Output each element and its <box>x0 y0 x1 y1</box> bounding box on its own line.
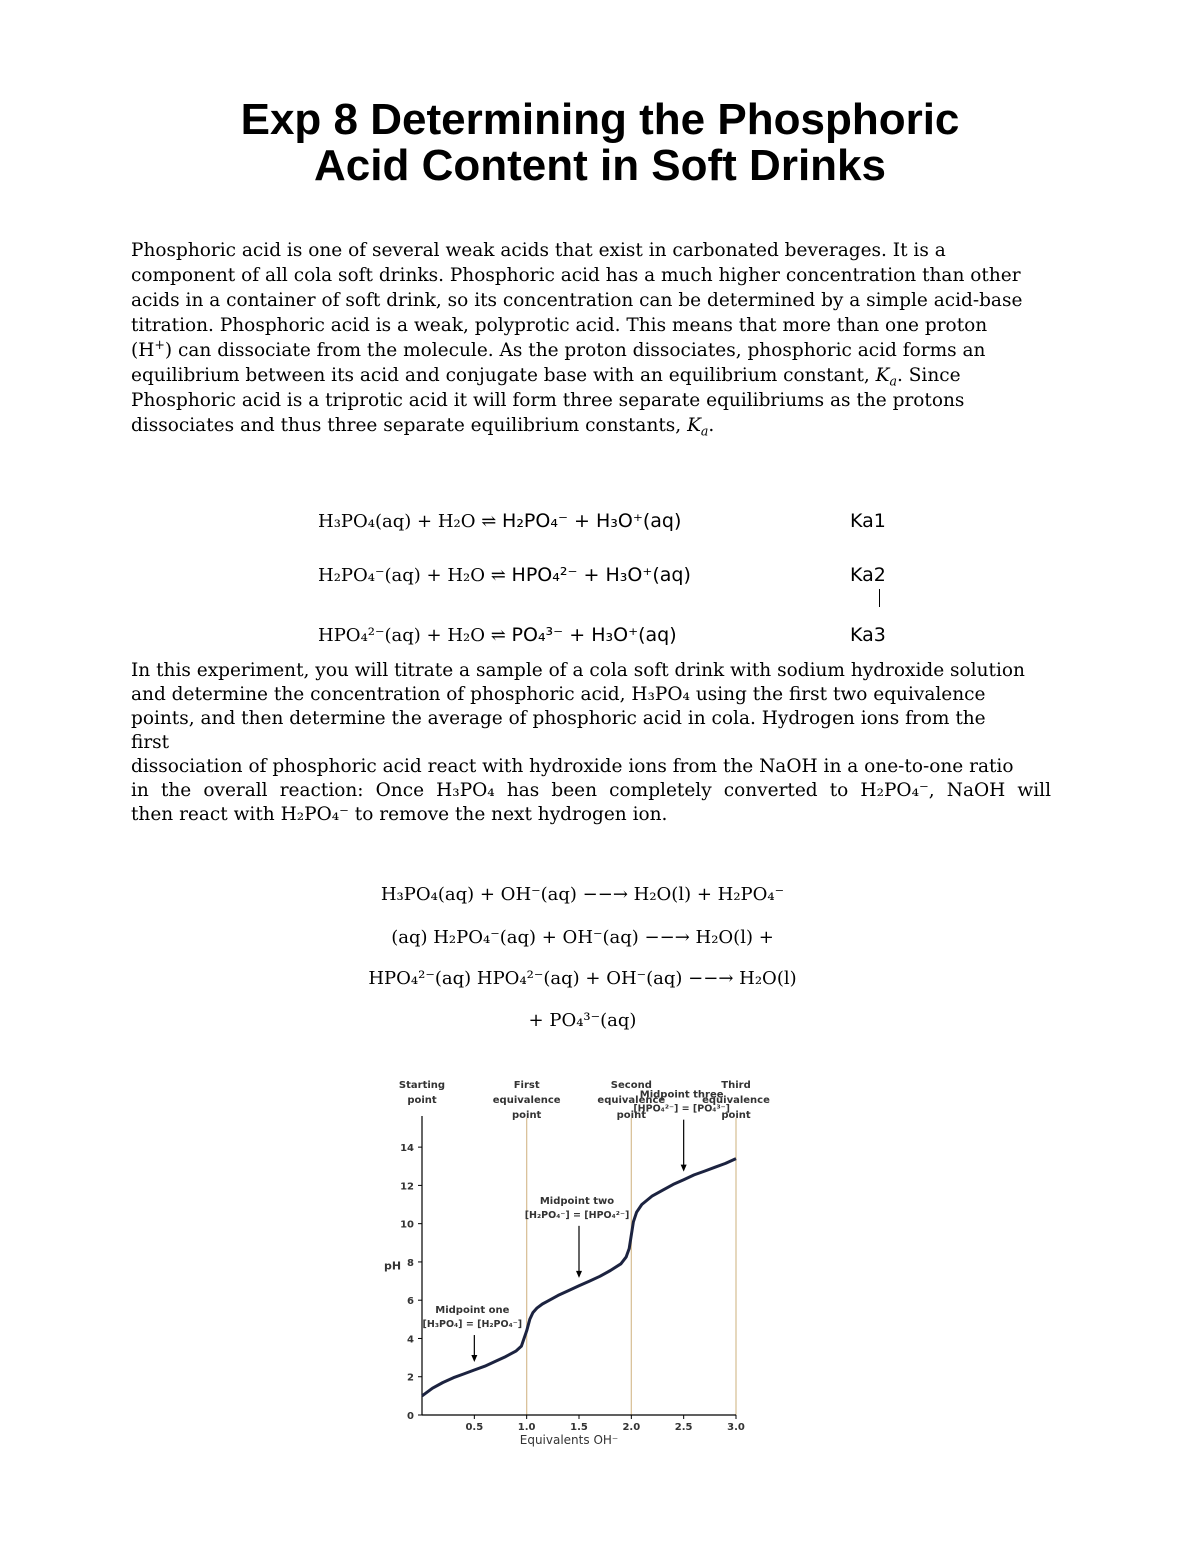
midpoint-arrow-head <box>681 1165 687 1172</box>
equivalence-point-label: Second <box>610 1080 652 1091</box>
intro-line: (H+) can dissociate from the molecule. As the proton dissociates, phosphoric acid forms an <box>131 336 986 361</box>
y-tick-label: 14 <box>400 1143 414 1155</box>
y-tick-label: 12 <box>400 1181 414 1193</box>
y-tick-label: 2 <box>407 1372 414 1384</box>
midpoint-arrow-head <box>471 1355 477 1362</box>
x-tick-label: 2.5 <box>674 1422 693 1433</box>
equivalence-point-label: First <box>513 1080 540 1091</box>
y-tick-label: 10 <box>400 1219 414 1231</box>
intro-line: component of all cola soft drinks. Phosphoric acid has a much higher concentration than other <box>131 265 1021 286</box>
intro-line: Phosphoric acid is one of several weak acids that exist in carbonated beverages. It is a <box>131 240 946 261</box>
text-cursor-mark <box>879 589 880 607</box>
intro-line: dissociates and thus three separate equilibrium constants, $K_a$. <box>131 415 715 439</box>
titration-curve-chart <box>370 1070 780 1450</box>
x-tick-label: 1.5 <box>570 1422 588 1433</box>
experiment-line: In this experiment, you will titrate a sample of a cola soft drink with sodium hydroxide solution <box>131 660 1025 681</box>
equivalence-point-label: equivalence <box>597 1095 666 1106</box>
y-tick-label: 0 <box>407 1411 414 1422</box>
midpoint-arrow-head <box>576 1271 582 1278</box>
x-tick-label: 1.0 <box>517 1422 536 1433</box>
y-tick-label: 8 <box>407 1257 414 1269</box>
reaction-line-1: H₃PO₄(aq) + OH⁻(aq) −−→ H₂O(l) + H₂PO₄⁻ <box>380 884 785 905</box>
intro-line: equilibrium between its acid and conjugate base with an equilibrium constant, $K_a$. Since <box>131 365 961 389</box>
equilibrium-1: H₃PO₄(aq) + H₂O ⇌ H₂PO₄⁻ + H₃O⁺(aq) <box>318 510 682 532</box>
experiment-line: dissociation of phosphoric acid react with hydroxide ions from the NaOH in a one-to-one ratio <box>131 756 1014 777</box>
midpoint-equation: [H₃PO₄] = [H₂PO₄⁻] <box>422 1319 523 1331</box>
y-axis-label: pH <box>384 1259 402 1273</box>
intro-paragraph <box>131 238 1051 438</box>
experiment-line: and determine the concentration of phosphoric acid, H₃PO₄ using the first two equivalence <box>131 684 986 705</box>
reaction-line-3: HPO₄²⁻(aq) HPO₄²⁻(aq) + OH⁻(aq) −−→ H₂O(l) <box>368 968 797 989</box>
intro-line: Phosphoric acid is a triprotic acid it will form three separate equilibriums as the protons <box>131 390 965 411</box>
experiment-line: points, and then determine the average of phosphoric acid in cola. Hydrogen ions from the <box>131 708 986 729</box>
equilibrium-2: H₂PO₄⁻(aq) + H₂O ⇌ HPO₄²⁻ + H₃O⁺(aq) <box>318 564 691 586</box>
equivalence-point-label: point <box>721 1110 751 1121</box>
y-tick-label: 6 <box>407 1296 414 1308</box>
midpoint-label: Midpoint one <box>435 1305 510 1317</box>
reaction-line-4: + PO₄³⁻(aq) <box>528 1010 637 1031</box>
equivalence-point-label: Third <box>721 1080 751 1091</box>
midpoint-equation: [HPO₄²⁻] = [PO₄³⁻] <box>633 1103 730 1115</box>
equivalence-point-label: Starting <box>398 1080 446 1091</box>
midpoint-label: Midpoint two <box>539 1195 615 1207</box>
equilibrium-3: HPO₄²⁻(aq) + H₂O ⇌ PO₄³⁻ + H₃O⁺(aq) <box>318 624 677 646</box>
x-tick-label: 0.5 <box>465 1422 484 1433</box>
experiment-line: in the overall reaction: Once H₃PO₄ has been completely converted to H₂PO₄⁻, NaOH will <box>131 780 1051 801</box>
ka1-label: Ka1 <box>850 510 886 532</box>
ka3-label: Ka3 <box>850 624 886 646</box>
reaction-line-2: (aq) H₂PO₄⁻(aq) + OH⁻(aq) −−→ H₂O(l) + <box>391 927 774 948</box>
x-tick-label: 2.0 <box>622 1422 641 1433</box>
intro-line: titration. Phosphoric acid is a weak, polyprotic acid. This means that more than one proton <box>131 315 988 336</box>
x-tick-label: 3.0 <box>727 1422 745 1433</box>
ka2-label: Ka2 <box>850 564 886 586</box>
page-title-line-1: Exp 8 Determining the Phosphoric <box>240 95 960 144</box>
page-title-line-2: Acid Content in Soft Drinks <box>314 141 886 190</box>
equivalence-point-label: point <box>616 1110 647 1121</box>
intro-line: acids in a container of soft drink, so its concentration can be determined by a simple acid-base <box>131 290 1023 311</box>
equivalence-point-label: equivalence <box>702 1095 770 1106</box>
midpoint-equation: [H₂PO₄⁻] = [HPO₄²⁻] <box>524 1209 630 1221</box>
experiment-paragraph <box>131 659 1051 827</box>
midpoint-label: Midpoint three <box>639 1089 724 1101</box>
x-axis-label: Equivalents OH⁻ <box>519 1433 619 1447</box>
experiment-line: first <box>131 732 170 753</box>
experiment-line: then react with H₂PO₄⁻ to remove the next hydrogen ion. <box>131 804 668 825</box>
equivalence-point-label: equivalence <box>492 1095 561 1106</box>
equivalence-point-label: point <box>407 1095 437 1106</box>
y-tick-label: 4 <box>407 1334 414 1346</box>
equivalence-point-label: point <box>511 1110 542 1121</box>
